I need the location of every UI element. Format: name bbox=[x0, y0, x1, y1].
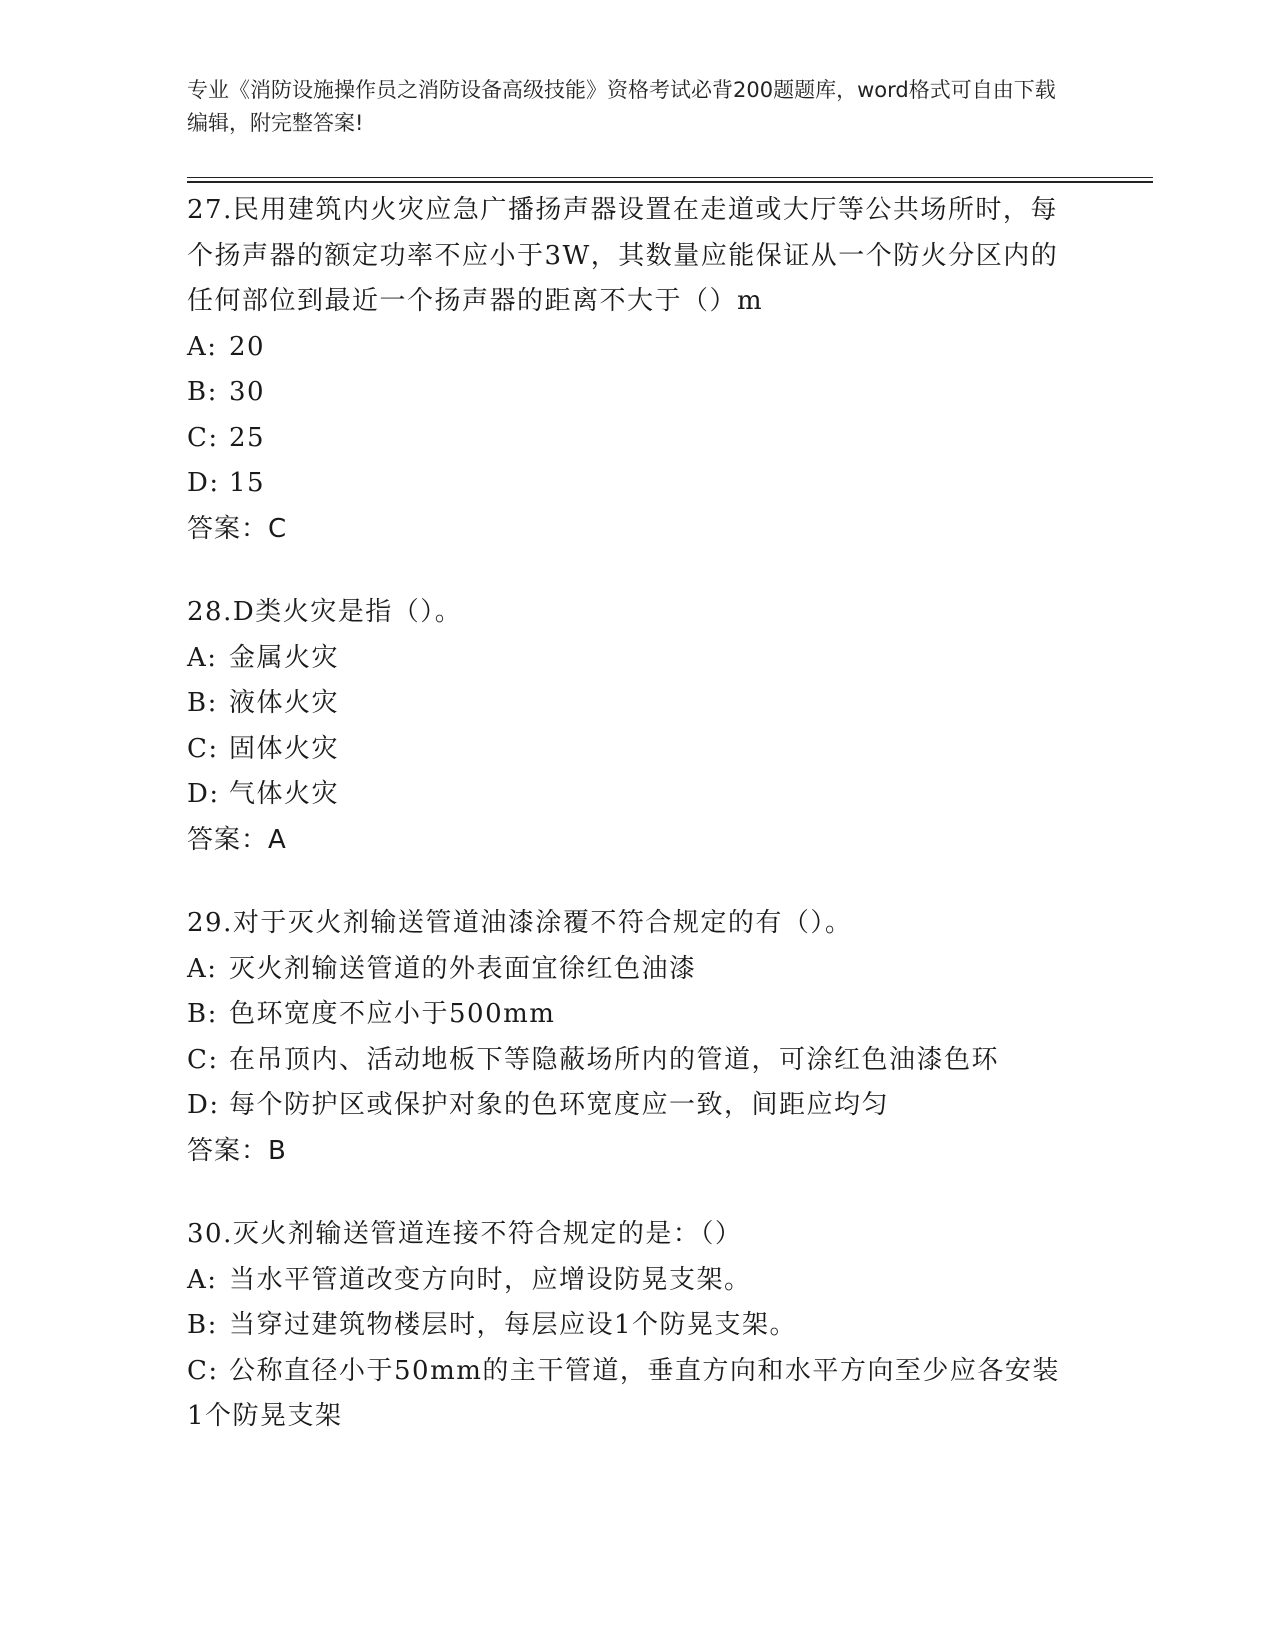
option-letter: D: bbox=[187, 468, 220, 498]
question-29 bbox=[187, 901, 1067, 1174]
option-a bbox=[187, 947, 1067, 993]
option-a bbox=[187, 325, 1067, 371]
option-text: 30 bbox=[229, 377, 266, 407]
question-30 bbox=[187, 1212, 1067, 1440]
option-text: 20 bbox=[229, 331, 266, 362]
option-text: 公称直径小于50mm的主干管道，垂直方向和水平方向至少应各安装1个防晃支架 bbox=[187, 1355, 1060, 1431]
option-b bbox=[187, 992, 1067, 1038]
option-d bbox=[187, 461, 1067, 507]
option-letter: B: bbox=[187, 999, 218, 1029]
question-28 bbox=[187, 590, 1067, 863]
option-letter: C: bbox=[187, 733, 219, 764]
option-text: 气体火灾 bbox=[229, 779, 340, 809]
question-stem: 30.灭火剂输送管道连接不符合规定的是：（） bbox=[187, 1219, 743, 1249]
question-stem: 29.对于灭火剂输送管道油漆涂覆不符合规定的有（）。 bbox=[187, 908, 853, 938]
option-letter: A: bbox=[187, 642, 218, 673]
option-text: 固体火灾 bbox=[229, 733, 340, 764]
option-text: 15 bbox=[229, 468, 266, 498]
option-text: 每个防护区或保护对象的色环宽度应一致，间距应均匀 bbox=[229, 1090, 890, 1120]
option-letter: D: bbox=[187, 779, 220, 809]
option-text: 液体火灾 bbox=[229, 688, 340, 718]
option-letter: A: bbox=[187, 331, 218, 362]
header-divider-thin bbox=[187, 177, 1153, 178]
option-letter: B: bbox=[187, 377, 218, 407]
answer-line: 答案：B bbox=[187, 1135, 287, 1166]
option-letter: C: bbox=[187, 422, 219, 453]
option-text: 当水平管道改变方向时，应增设防晃支架。 bbox=[229, 1264, 752, 1295]
option-text: 灭火剂输送管道的外表面宜徐红色油漆 bbox=[229, 953, 697, 984]
option-c bbox=[187, 416, 1067, 462]
header-divider-thick bbox=[187, 181, 1153, 183]
option-letter: A: bbox=[187, 953, 218, 984]
option-c bbox=[187, 1038, 1067, 1084]
option-d bbox=[187, 772, 1067, 818]
option-letter: B: bbox=[187, 688, 218, 718]
question-list bbox=[187, 188, 1067, 1440]
document-header: 专业《消防设施操作员之消防设备高级技能》资格考试必背200题题库，word格式可自由下载编辑，附完整答案! bbox=[187, 78, 1056, 135]
option-letter: A: bbox=[187, 1264, 218, 1295]
option-c bbox=[187, 1349, 1067, 1440]
option-b bbox=[187, 1303, 1067, 1349]
option-c bbox=[187, 727, 1067, 773]
option-text: 金属火灾 bbox=[229, 642, 340, 673]
option-text: 25 bbox=[229, 422, 266, 453]
answer-line: 答案：A bbox=[187, 824, 287, 855]
option-a bbox=[187, 1258, 1067, 1304]
option-text: 在吊顶内、活动地板下等隐蔽场所内的管道，可涂红色油漆色环 bbox=[229, 1044, 1000, 1075]
question-27 bbox=[187, 188, 1067, 552]
question-stem: 28.D类火灾是指（）。 bbox=[187, 597, 463, 627]
option-text: 当穿过建筑物楼层时，每层应设1个防晃支架。 bbox=[229, 1310, 798, 1340]
answer-line: 答案：C bbox=[187, 513, 288, 544]
option-a bbox=[187, 636, 1067, 682]
option-d bbox=[187, 1083, 1067, 1129]
option-letter: D: bbox=[187, 1090, 220, 1120]
option-text: 色环宽度不应小于500mm bbox=[229, 999, 556, 1029]
option-letter: B: bbox=[187, 1310, 218, 1340]
option-b bbox=[187, 370, 1067, 416]
option-letter: C: bbox=[187, 1044, 219, 1075]
option-b bbox=[187, 681, 1067, 727]
question-stem: 27.民用建筑内火灾应急广播扬声器设置在走道或大厅等公共场所时，每个扬声器的额定功率不应小于3W，其数量应能保证从一个防火分区内的任何部位到最近一个扬声器的距离不大于（）m bbox=[187, 195, 1059, 316]
option-letter: C: bbox=[187, 1355, 219, 1386]
